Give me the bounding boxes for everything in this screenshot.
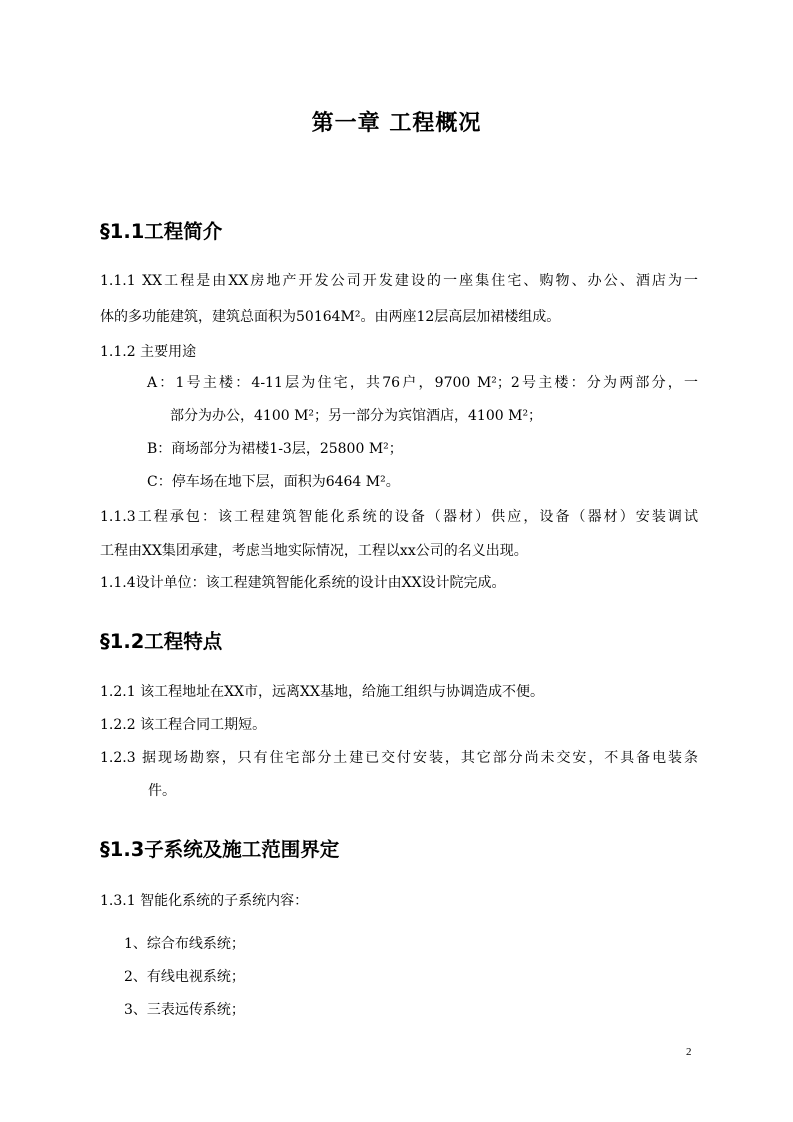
usage-item-a-line-1: A：1号主楼：4-11层为住宅，共76户，9700 M²；2号主楼：分为两部分，一 <box>147 375 698 391</box>
usage-item-b: B：商场部分为裙楼1-3层，25800 M²； <box>147 441 403 457</box>
paragraph-1-2-3-line-2: 件。 <box>148 783 176 799</box>
page-number: 2 <box>686 1046 692 1058</box>
paragraph-1-1-1-line-1: 1.1.1 XX工程是由XX房地产开发公司开发建设的一座集住宅、购物、办公、酒店为一 <box>100 273 698 289</box>
section-heading-1-1: §1.1工程简介 <box>100 220 223 243</box>
paragraph-1-1-3-line-1: 1.1.3工程承包：该工程建筑智能化系统的设备（器材）供应，设备（器材）安装调试 <box>100 509 698 525</box>
list-item-2: 2、有线电视系统； <box>124 969 245 985</box>
usage-item-a-line-2: 部分为办公，4100 M²；另一部分为宾馆酒店，4100 M²； <box>170 408 543 424</box>
list-item-1: 1、综合布线系统； <box>124 936 245 952</box>
paragraph-1-1-4: 1.1.4设计单位：该工程建筑智能化系统的设计由XX设计院完成。 <box>100 575 506 591</box>
chapter-title: 第一章 工程概况 <box>311 111 482 136</box>
paragraph-1-1-3-line-2: 工程由XX集团承建，考虑当地实际情况，工程以xx公司的名义出现。 <box>100 543 528 559</box>
section-heading-1-2: §1.2工程特点 <box>100 630 223 653</box>
paragraph-1-2-2: 1.2.2 该工程合同工期短。 <box>100 717 267 733</box>
paragraph-1-2-1: 1.2.1 该工程地址在XX市，远离XX基地，给施工组织与协调造成不便。 <box>100 684 544 700</box>
paragraph-1-3-1: 1.3.1 智能化系统的子系统内容： <box>100 893 309 909</box>
paragraph-1-2-3-line-1: 1.2.3 据现场勘察，只有住宅部分土建已交付安装，其它部分尚未交安，不具备电装条 <box>100 750 698 766</box>
usage-item-c: C：停车场在地下层，面积为6464 M²。 <box>147 474 400 490</box>
section-heading-1-3: §1.3子系统及施工范围界定 <box>100 838 340 861</box>
paragraph-1-1-1-line-2: 体的多功能建筑，建筑总面积为50164M²。由两座12层高层加裙楼组成。 <box>100 309 561 325</box>
list-item-3: 3、三表远传系统； <box>124 1002 245 1018</box>
paragraph-1-1-2: 1.1.2 主要用途 <box>100 344 197 360</box>
